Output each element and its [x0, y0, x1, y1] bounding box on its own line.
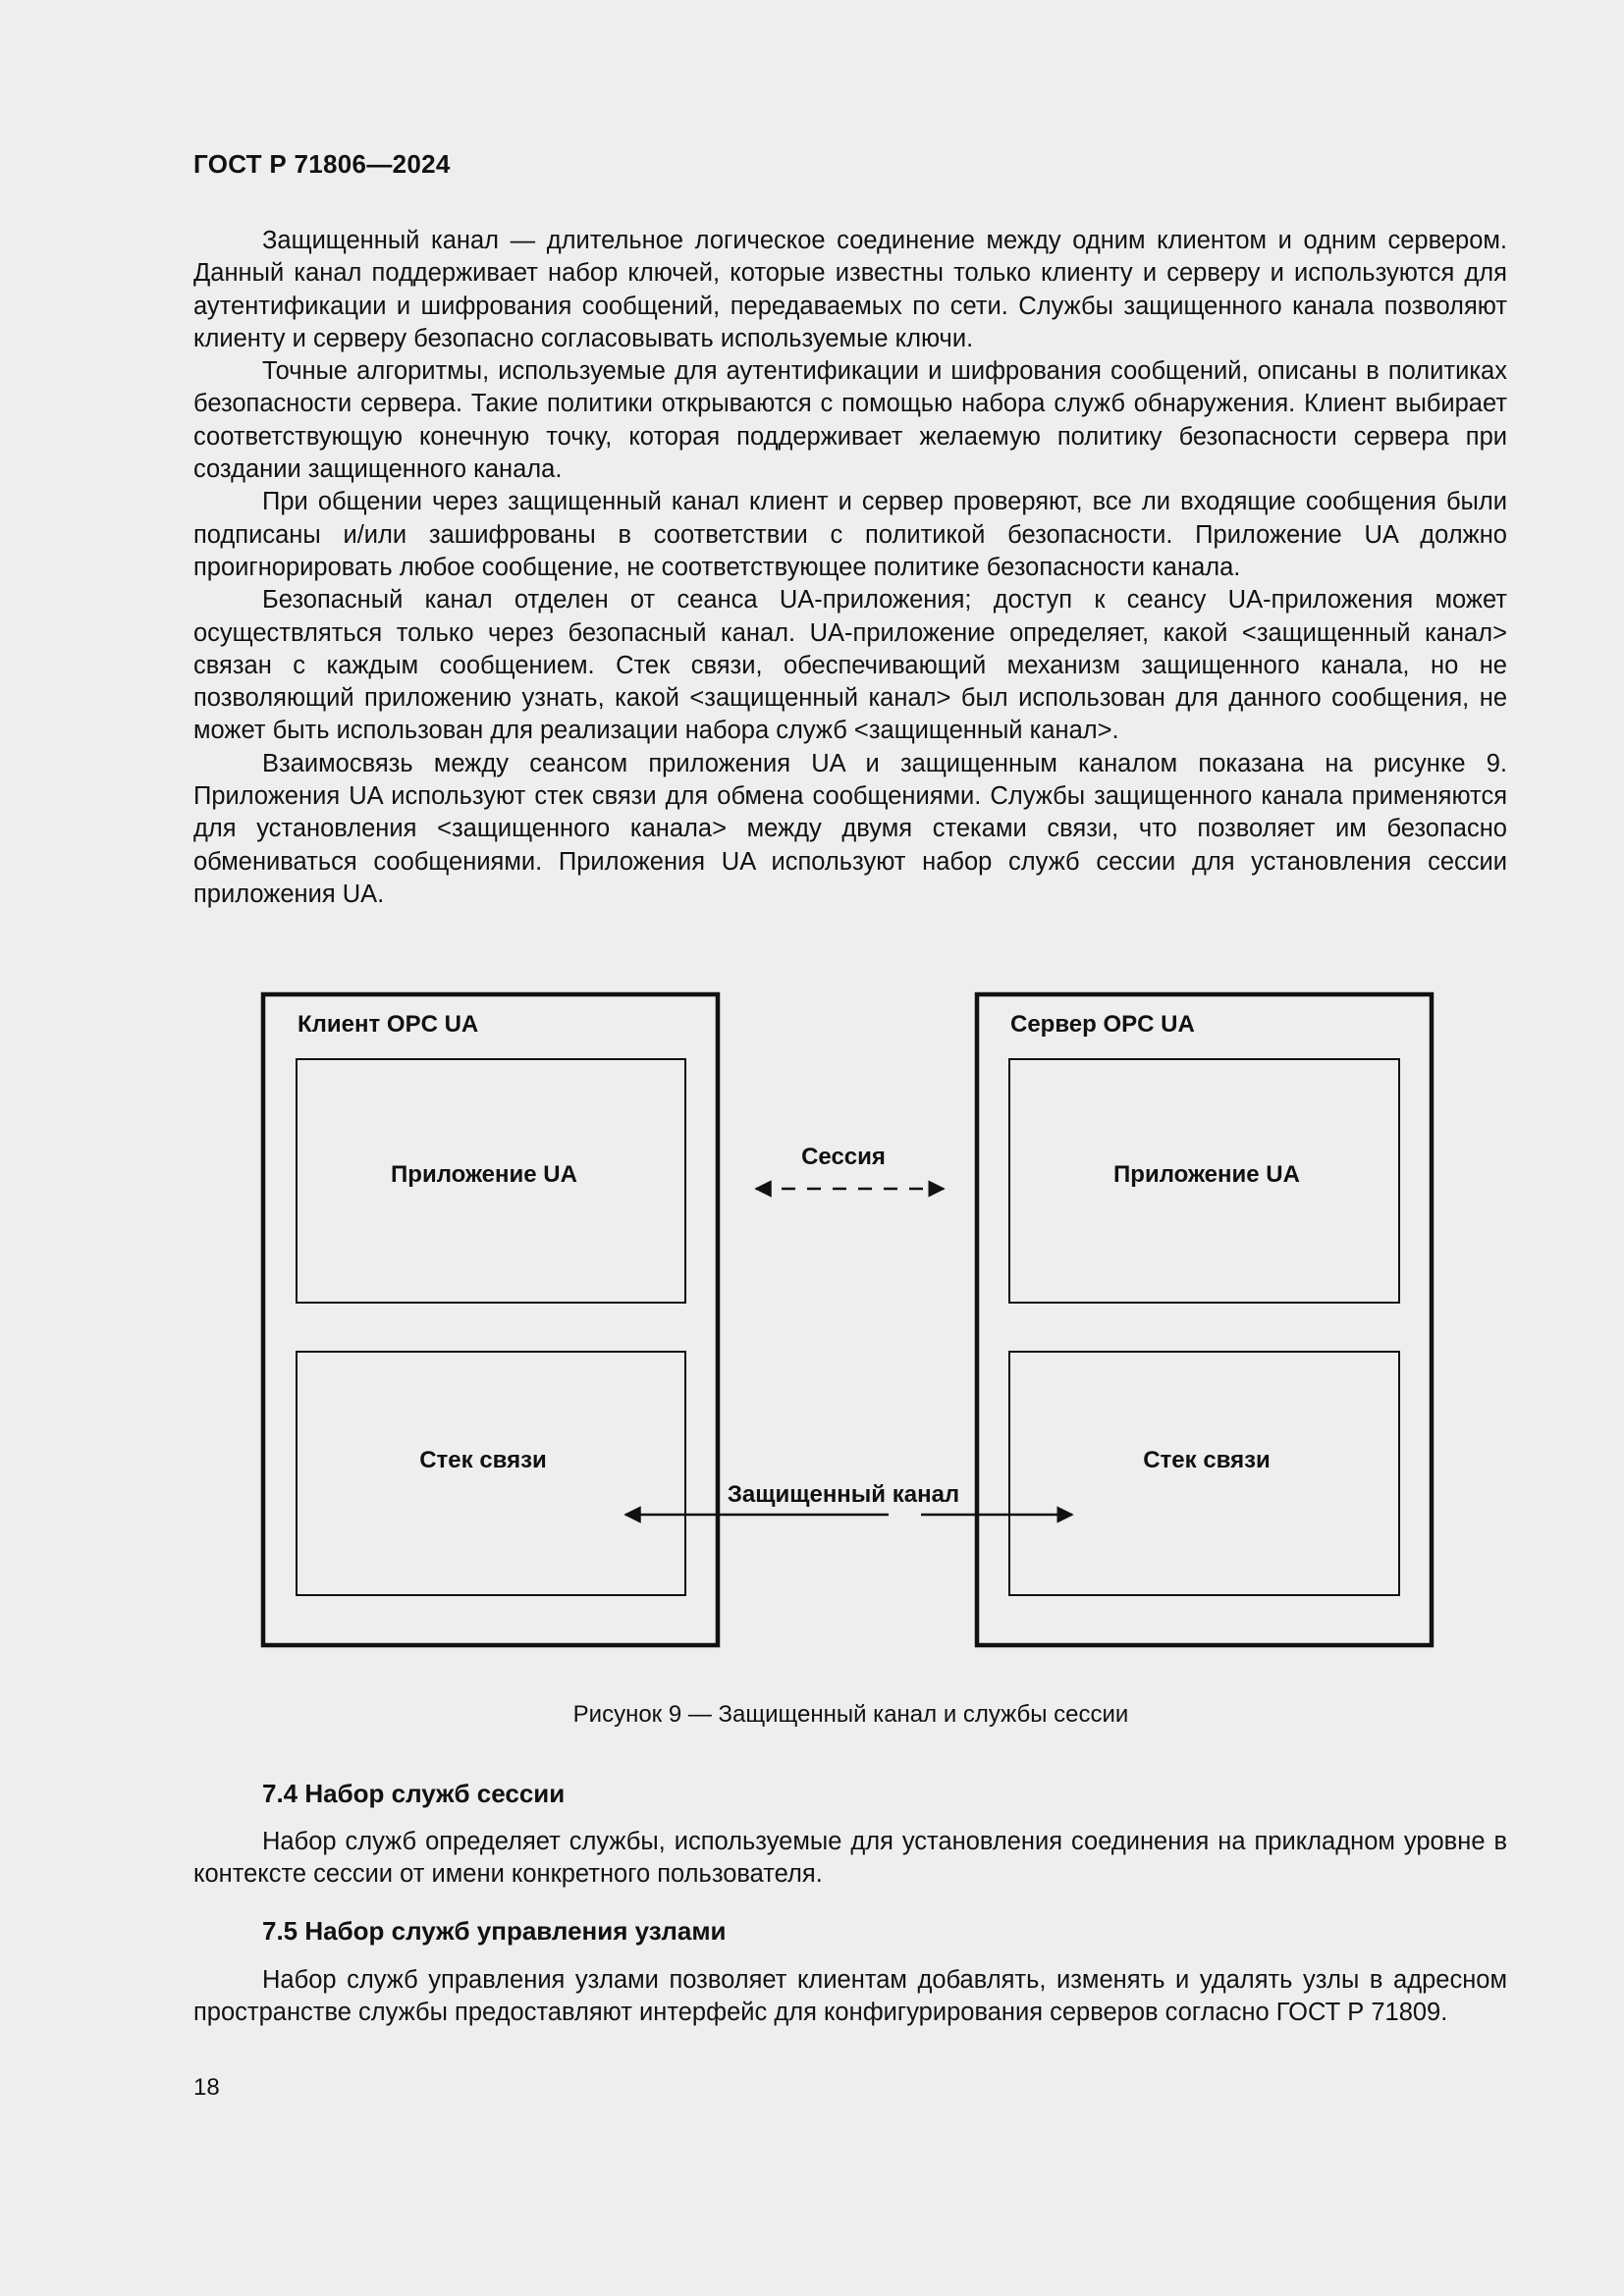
document-header: ГОСТ Р 71806—2024	[193, 149, 451, 179]
server-app-label: Приложение UA	[1113, 1161, 1300, 1188]
paragraph: Набор служб управления узлами позволяет клиентам добавлять, изменять и удалять узлы в адресном пространстве службы предоставляют интерфейс для конфигурирования серверов согласно ГОСТ Р 71809.	[193, 1966, 1507, 2027]
server-title: Сервер OPC UA	[1010, 1011, 1195, 1038]
client-title: Клиент OPC UA	[298, 1011, 479, 1038]
page-number: 18	[193, 2074, 220, 2101]
paragraph: Безопасный канал отделен от сеанса UA-приложения; доступ к сеансу UA-приложения может осуществляться только через безопасный канал. UA-приложение определяет, какой <защищенный канал> связан с каждым сообщением. Стек связи, обеспечивающий механизм защищенного канала, но не позволяющий приложению узнать, какой <защищенный канал> был использован для данного сообщения, не может быть использован для реализации набора служб <защищенный канал>.	[193, 586, 1507, 745]
section-7-5-text	[193, 1964, 1507, 2030]
server-stack-label: Стек связи	[1143, 1447, 1271, 1473]
server-box	[977, 994, 1432, 1645]
client-app-label: Приложение UA	[391, 1161, 577, 1188]
paragraph: Набор служб определяет службы, используемые для установления соединения на прикладном уровне в контексте сессии от имени конкретного пользователя.	[193, 1828, 1507, 1889]
paragraph: Точные алгоритмы, используемые для аутентификации и шифрования сообщений, описаны в политиках безопасности сервера. Такие политики открываются с помощью набора служб обнаружения. Клиент выбирает соответствующую конечную точку, которая поддерживает желаемую политику безопасности сервера при создании защищенного канала.	[193, 357, 1507, 484]
session-label: Сессия	[801, 1144, 886, 1170]
paragraph: При общении через защищенный канал клиент и сервер проверяют, все ли входящие сообщения были подписаны и/или зашифрованы в соответствии с политикой безопасности. Приложение UA должно проигнорировать любое сообщение, не соответствующее политике безопасности канала.	[193, 488, 1507, 581]
section-7-4-heading: 7.4 Набор служб сессии	[262, 1779, 566, 1808]
client-box	[263, 994, 718, 1645]
channel-label: Защищенный канал	[727, 1481, 960, 1508]
paragraph: Взаимосвязь между сеансом приложения UA и защищенным каналом показана на рисунке 9. Приложения UA используют стек связи для обмена сообщениями. Службы защищенного канала применяются для установления <защищенного канала> между двумя стеками связи, что позволяет им безопасно обмениваться сообщениями. Приложения UA используют набор служб сессии для установления сессии приложения UA.	[193, 749, 1507, 908]
paragraph: Защищенный канал — длительное логическое соединение между одним клиентом и одним сервером. Данный канал поддерживает набор ключей, которые известны только клиенту и серверу и используются для аутентификации и шифрования сообщений, передаваемых по сети. Службы защищенного канала позволяют клиенту и серверу безопасно согласовывать используемые ключи.	[193, 227, 1507, 352]
client-stack-box	[297, 1352, 685, 1595]
server-stack-box	[1009, 1352, 1399, 1595]
figure-caption: Рисунок 9 — Защищенный канал и службы сессии	[572, 1701, 1129, 1728]
section-7-5-heading: 7.5 Набор служб управления узлами	[262, 1916, 727, 1946]
section-7-4-text	[193, 1826, 1507, 1892]
client-stack-label: Стек связи	[419, 1447, 547, 1473]
